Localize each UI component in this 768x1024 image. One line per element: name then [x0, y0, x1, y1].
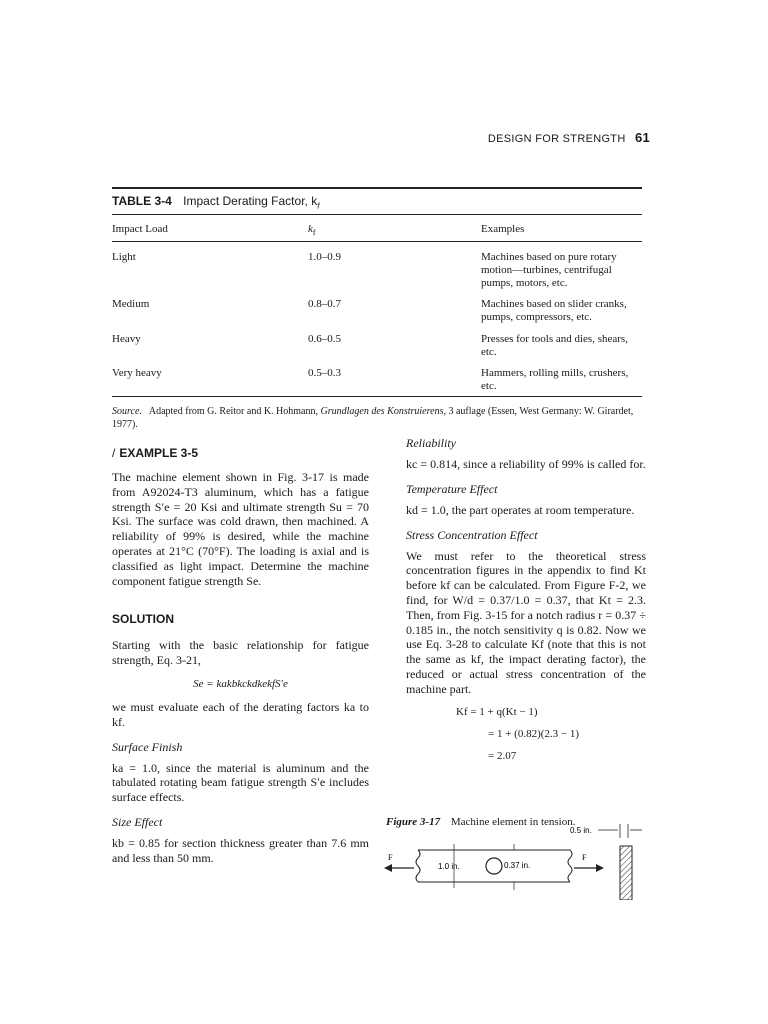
machine-element-drawing	[384, 820, 654, 900]
col-header-examples: Examples	[481, 223, 525, 235]
figure-label: Figure 3-17	[386, 816, 441, 828]
row-light-load: Light	[112, 251, 136, 263]
col-header-load: Impact Load	[112, 223, 168, 235]
example-problem: The machine element shown in Fig. 3-17 is made from A92024-T3 aluminum, which has a fatigue strength S′e = 20 Ksi and ultimate strength Su = 70 Ksi. The surface was cold drawn, then machined. A reliability of 99% is desired, while the machine operates at 21°C (70°F). The loading is axial and is classified as light impact. Determine the machine component fatigue strength Se.	[112, 470, 369, 588]
table-label: TABLE 3-4	[112, 194, 172, 208]
temperature-text: kd = 1.0, the part operates at room temperature.	[406, 502, 635, 517]
reliability-text: kc = 0.814, since a reliability of 99% is called for.	[406, 457, 646, 471]
row-veryheavy-load: Very heavy	[112, 367, 162, 379]
running-head	[488, 130, 650, 145]
source-book: Grundlagen des Konstruierens,	[320, 406, 446, 417]
row-medium-load: Medium	[112, 298, 150, 310]
solution-intro: Starting with the basic relationship for fatigue strength, Eq. 3-21,	[112, 638, 369, 668]
table-top-rule	[112, 187, 642, 189]
force-left-label: F	[388, 853, 393, 862]
page-number: 61	[634, 130, 650, 145]
thickness-label: 0.5 in.	[570, 826, 592, 835]
evaluate-text: we must evaluate each of the derating factors ka to kf.	[112, 699, 369, 729]
row-heavy-kf: 0.6–0.5	[308, 333, 341, 345]
figure-caption-text: Machine element in tension.	[450, 816, 576, 828]
table-bottom-rule	[112, 396, 642, 397]
source-text-2: 3 auflage (Essen, West Germany: W. Girardet, 1977).	[112, 406, 634, 430]
table-title-text: Impact Derating Factor, k	[183, 194, 318, 208]
surface-finish-heading: Surface Finish	[112, 739, 183, 754]
col-header-kf: $k_f$	[308, 223, 316, 238]
row-heavy-examples: Presses for tools and dies, shears, etc.	[481, 333, 628, 358]
table-title: TABLE 3-4 Impact Derating Factor, $k_f$	[112, 194, 320, 211]
stress-concentration-text: We must refer to the theoretical stress concentration figures in the appendix to find Kt before kf can be calculated. From Figure F-2, we find, for W/d = 0.37/1.0 = 0.37, that Kt = 2.3. Then, from Fig. 3-15 for a notch radius r = 0.37 ÷ 0.185 in., the notch sensitivity q is 0.82. Now we use Eq. 3-28 to calculate Kf (note that this is not the same as kf, the impact derating factor), the reduced or actual stress concentration of the machine part.	[406, 548, 646, 696]
kf-eq-3: = 2.07	[488, 749, 517, 762]
kf-equation-block	[406, 701, 646, 767]
width-label: 1.0 in.	[438, 862, 460, 871]
solution-heading: SOLUTION	[112, 612, 174, 627]
stress-concentration-heading: Stress Concentration Effect	[406, 527, 538, 542]
size-effect-heading: Size Effect	[112, 814, 163, 829]
row-medium-examples: Machines based on slider cranks, pumps, compressors, etc.	[481, 298, 627, 323]
source-text-1: Adapted from G. Reitor and K. Hohmann,	[148, 406, 318, 417]
surface-finish-text: ka = 1.0, since the material is aluminum and the tabulated rotating beam fatigue strength S′e includes surface effects.	[112, 760, 369, 805]
row-light-examples: Machines based on pure rotary motion—turbines, centrifugal pumps, motors, etc.	[481, 251, 617, 289]
row-veryheavy-examples: Hammers, rolling mills, crushers, etc.	[481, 367, 629, 392]
row-medium-kf: 0.8–0.7	[308, 298, 341, 310]
left-column	[112, 440, 369, 866]
kf-eq-1: Kf = 1 + q(Kt − 1)	[456, 705, 538, 718]
table-source-note	[112, 405, 647, 431]
force-right-label: F	[582, 853, 587, 862]
source-label: Source.	[112, 406, 142, 417]
example-heading: / EXAMPLE 3-5	[112, 446, 199, 460]
fatigue-equation: Se = kakbkckdkekfS′e	[193, 677, 288, 690]
running-head-title: DESIGN FOR STRENGTH	[487, 133, 626, 145]
table-header-rule-bottom	[112, 241, 642, 242]
figure-3-17	[384, 820, 654, 900]
row-veryheavy-kf: 0.5–0.3	[308, 367, 341, 379]
row-heavy-load: Heavy	[112, 333, 141, 345]
right-column	[406, 436, 646, 767]
temperature-heading: Temperature Effect	[406, 481, 498, 496]
size-effect-text: kb = 0.85 for section thickness greater than 7.6 mm and less than 50 mm.	[112, 835, 369, 865]
kf-eq-2: = 1 + (0.82)(2.3 − 1)	[488, 727, 580, 740]
force-left-arrow	[384, 864, 392, 872]
row-light-kf: 1.0–0.9	[308, 251, 341, 263]
hole-circle	[486, 858, 502, 874]
force-right-arrow	[596, 864, 604, 872]
reliability-heading: Reliability	[406, 436, 456, 450]
side-view-section	[620, 846, 632, 900]
table-header-rule-top	[112, 214, 642, 215]
hole-label: 0.37 in.	[504, 861, 531, 870]
